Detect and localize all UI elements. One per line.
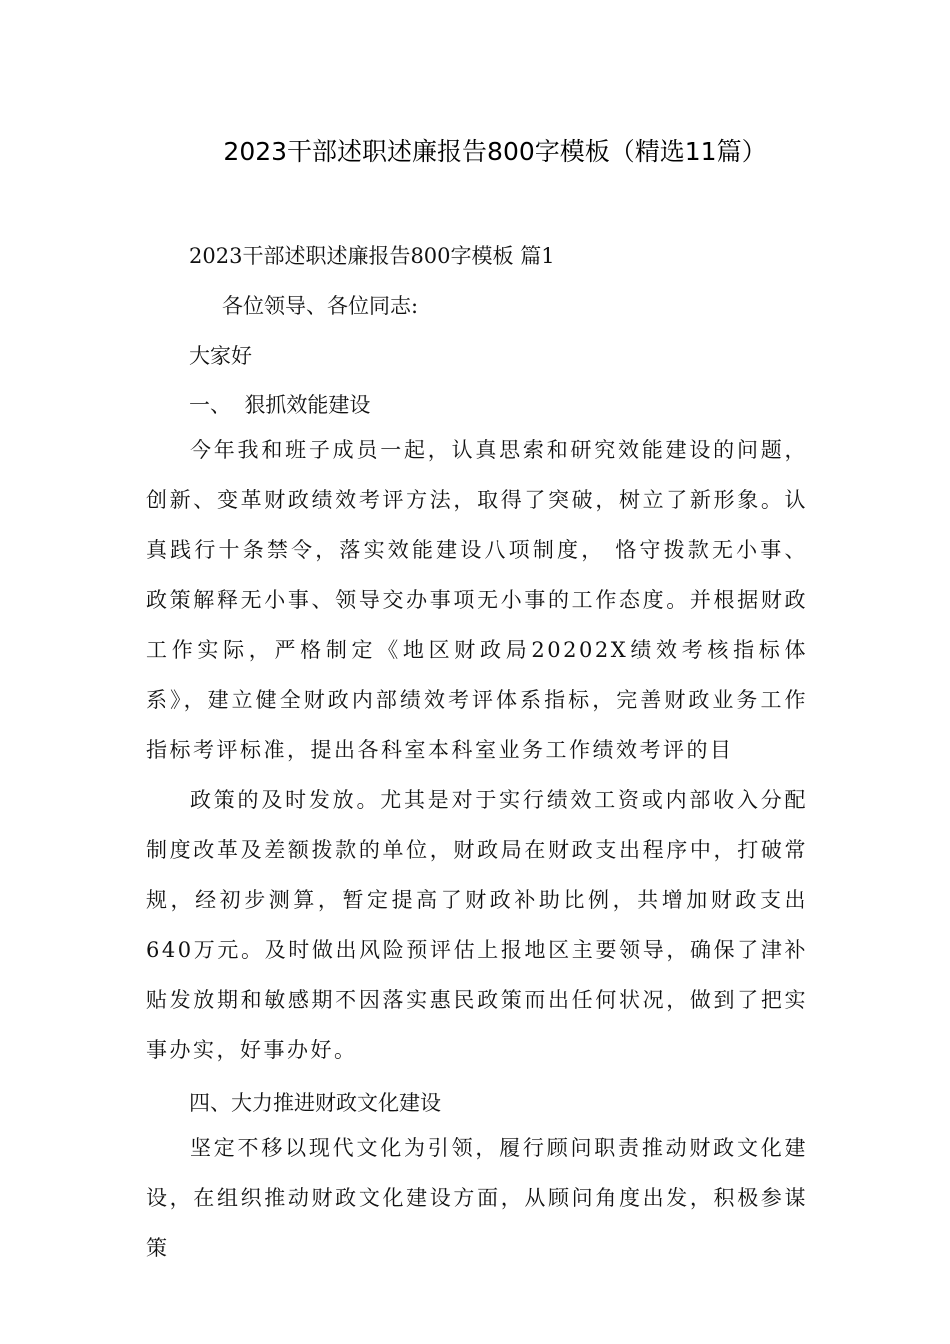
salutation: 各位领导、各位同志: <box>222 294 419 318</box>
document-title: 2023干部述职述廉报告800字模板（精选11篇） <box>223 137 767 166</box>
section-heading-four: 四、大力推进财政文化建设 <box>189 1091 441 1115</box>
body-paragraph-3-block <box>146 1123 808 1273</box>
body-paragraph-1-block <box>146 425 808 775</box>
body-paragraph-1: 今年我和班子成员一起，认真思索和研究效能建设的问题，创新、变革财政绩效考评方法，取得了突破，树立了新形象。认真践行十条禁令，落实效能建设八项制度， 恪守拨款无小事、政策解释无小事、领导交办事项无小事的工作态度。并根据财政工作实际，严格制定《地区财政局20202X绩效考核指标体系》，建立健全财政内部绩效考评体系指标，完善财政业务工作指标考评标准，提出各科室本科室业务工作绩效考评的目 <box>146 438 808 762</box>
greeting: 大家好 <box>189 344 252 368</box>
section-heading-one: 一、 狠抓效能建设 <box>189 393 371 417</box>
body-paragraph-3: 坚定不移以现代文化为引领，履行顾问职责推动财政文化建设，在组织推动财政文化建设方面，从顾问角度出发，积极参谋策 <box>146 1136 808 1260</box>
body-paragraph-2: 政策的及时发放。尤其是对于实行绩效工资或内部收入分配制度改革及差额拨款的单位，财政局在财政支出程序中，打破常规，经初步测算，暂定提高了财政补助比例，共增加财政支出640万元。及时做出风险预评估上报地区主要领导，确保了津补贴发放期和敏感期不因落实惠民政策而出任何状况，做到了把实事办实，好事办好。 <box>146 788 808 1062</box>
article-heading: 2023干部述职述廉报告800字模板 篇1 <box>189 244 555 268</box>
body-paragraph-2-block <box>146 775 808 1075</box>
